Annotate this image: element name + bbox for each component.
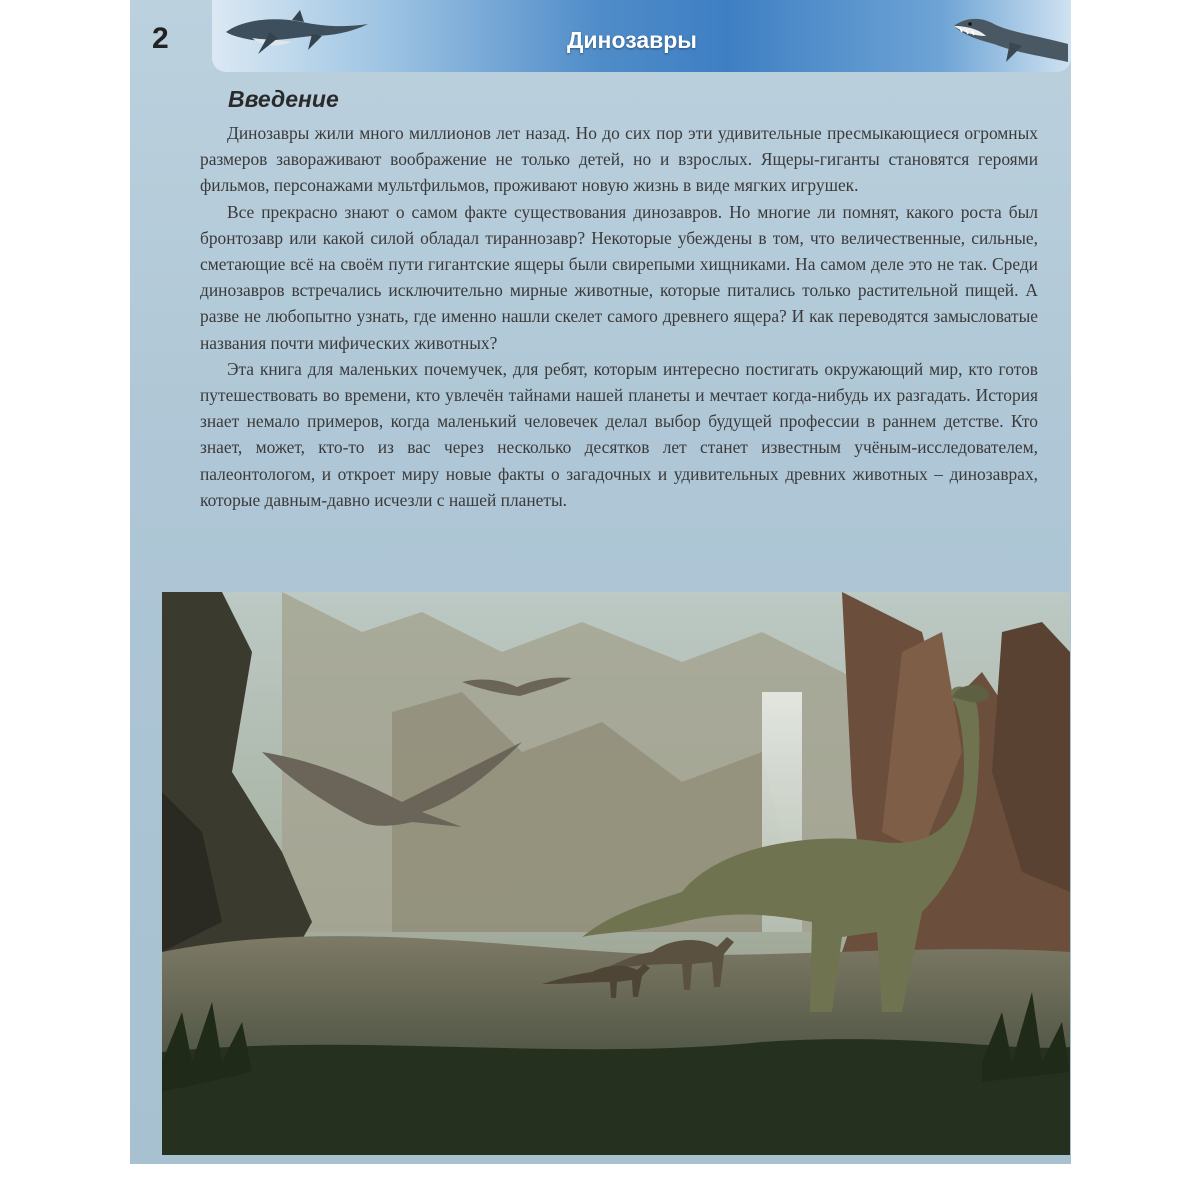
- dinosaur-illustration: [162, 592, 1070, 1155]
- body-text: [200, 120, 1038, 513]
- marine-reptile-icon: [222, 2, 372, 62]
- section-heading: Введение: [228, 86, 339, 112]
- paragraph: Эта книга для маленьких почемучек, для ребят, которым интересно постигать окружающий мир, кто готов путешествовать во времени, кто увлечён тайнами нашей планеты и мечтает когда-нибудь их разгадать. История знает немало примеров, когда маленький человечек делал выбор будущей профессии в раннем детстве. Кто знает, может, кто-то из вас через несколько десятков лет станет известным учёным-исследователем, палеонтологом, и откроет миру новые факты о загадочных и удивительных древних животных – динозаврах, которые давным-давно исчезли с нашей планеты.: [200, 358, 1038, 510]
- paragraph: Динозавры жили много миллионов лет назад. Но до сих пор эти удивительные пресмыкающиеся огромных размеров завораживают воображение не только детей, но и взрослых. Ящеры-гиганты становятся героями фильмов, персонажами мультфильмов, проживают новую жизнь в виде мягких игрушек.: [200, 123, 1038, 196]
- paragraph: Все прекрасно знают о самом факте существования динозавров. Но многие ли помнят, какого роста был бронтозавр или какой силой обладал тираннозавр? Некоторые убеждены в том, что величественные, сильные, сметающие всё на своём пути гигантские ящеры были свирепыми хищниками. На самом деле это не так. Среди динозавров встречались исключительно мирные животные, которые питались только растительной пищей. А разве не любопытно узнать, где именно нашли скелет самого древнего ящера? И как переводятся замысловатые названия почти мифических животных?: [200, 201, 1038, 353]
- marine-reptile-icon: [950, 4, 1070, 70]
- page-number: 2: [152, 22, 169, 55]
- header-title: Динозавры: [567, 27, 697, 53]
